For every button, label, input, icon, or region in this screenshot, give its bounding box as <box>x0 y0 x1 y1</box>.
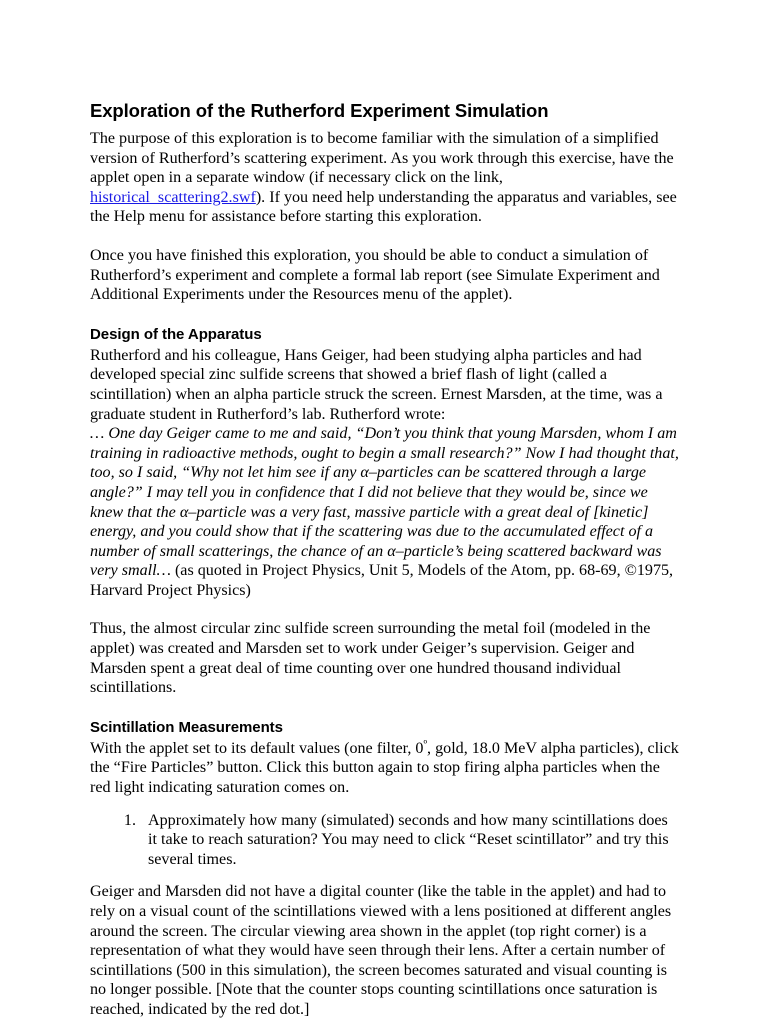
section-heading-design-of-the-apparatus: Design of the Apparatus <box>90 325 262 343</box>
scintillation-intro-paragraph <box>90 739 679 798</box>
scintillation-text-pre: With the applet set to its default values (one filter, 0 <box>90 739 424 757</box>
quote-text: … One day Geiger came to me and said, “Don’t you think that young Marsden, whom I am training in radioactive methods, ought to begin a small research?” Now I had thought that, too, so I said, “Why not let him see if any α–particles can be scattered through a large angle?” I may tell you in confidence that I did not believe that they would be, since we knew that the α–particle was a very fast, massive particle with a great deal of [kinetic] energy, and you could show that if the scattering was due to the accumulated effect of a number of small scatterings, the chance of an α–particle’s being scattered backward was very small… <box>90 425 679 580</box>
list-item: 1. Approximately how many (simulated) seconds and how many scintillations does it take to reach saturation? You may need to click “Reset scintillator” and try this several times. <box>140 811 679 870</box>
apparatus-followup-paragraph: Thus, the almost circular zinc sulfide screen surrounding the metal foil (modeled in the applet) was created and Marsden set to work under Geiger’s supervision. Geiger and Marsden spent a great deal of time counting over one hundred thousand individual scintillations. <box>90 620 651 697</box>
page-title: Exploration of the Rutherford Experiment Simulation <box>90 100 549 121</box>
spacer <box>90 227 679 246</box>
scintillation-closing-paragraph: Geiger and Marsden did not have a digital counter (like the table in the applet) and had to rely on a visual count of the scintillations viewed with a lens positioned at different angles around the screen. The circular viewing area shown in the applet (top right corner) is a representation of what they would have seen through their lens. After a certain number of scintillations (500 in this simulation), the screen becomes saturated and visual counting is no longer possible. [Note that the counter stops counting scintillations once saturation is reached, indicated by the red dot.] <box>90 883 672 1018</box>
document-body <box>90 100 679 1020</box>
goal-paragraph: Once you have finished this exploration, you should be able to conduct a simulation of Rutherford’s experiment and complete a formal lab report (see Simulate Experiment and Additional Experiments under the Resources menu of the applet). <box>90 246 660 304</box>
spacer <box>90 305 679 325</box>
rutherford-quote <box>90 424 679 600</box>
apparatus-paragraph: Rutherford and his colleague, Hans Geiger, had been studying alpha particles and had developed special zinc sulfide screens that showed a brief flash of light (called a scintillation) when an alpha particle struck the screen. Ernest Marsden, at the time, was a graduate student in Rutherford’s lab. Rutherford wrote: <box>90 346 663 423</box>
question-list <box>90 811 679 870</box>
historical-scattering-link[interactable]: historical_scattering2.swf <box>90 188 256 206</box>
scintillation-text-post: , gold, 18.0 MeV alpha particles), click the “Fire Particles” button. Click this button again to stop firing alpha particles when the red light indicating saturation comes on. <box>90 739 679 797</box>
quote-citation: (as quoted in Project Physics, Unit 5, Models of the Atom, pp. 68-69, ©1975, Harvard Project Physics) <box>90 562 674 599</box>
intro-text-part2: ). If you need help understanding the apparatus and variables, see the Help menu for assistance before starting this exploration. <box>90 188 677 226</box>
intro-paragraph <box>90 129 679 227</box>
spacer <box>90 798 679 811</box>
spacer <box>90 600 679 619</box>
spacer <box>90 869 679 882</box>
intro-text-part1: The purpose of this exploration is to become familiar with the simulation of a simplified version of Rutherford’s scattering experiment. As you work through this exercise, have the applet open in a separate window (if necessary click on the link, <box>90 130 674 187</box>
section-heading-scintillation-measurements: Scintillation Measurements <box>90 718 283 736</box>
degree-symbol: º <box>423 737 428 751</box>
spacer <box>90 698 679 718</box>
